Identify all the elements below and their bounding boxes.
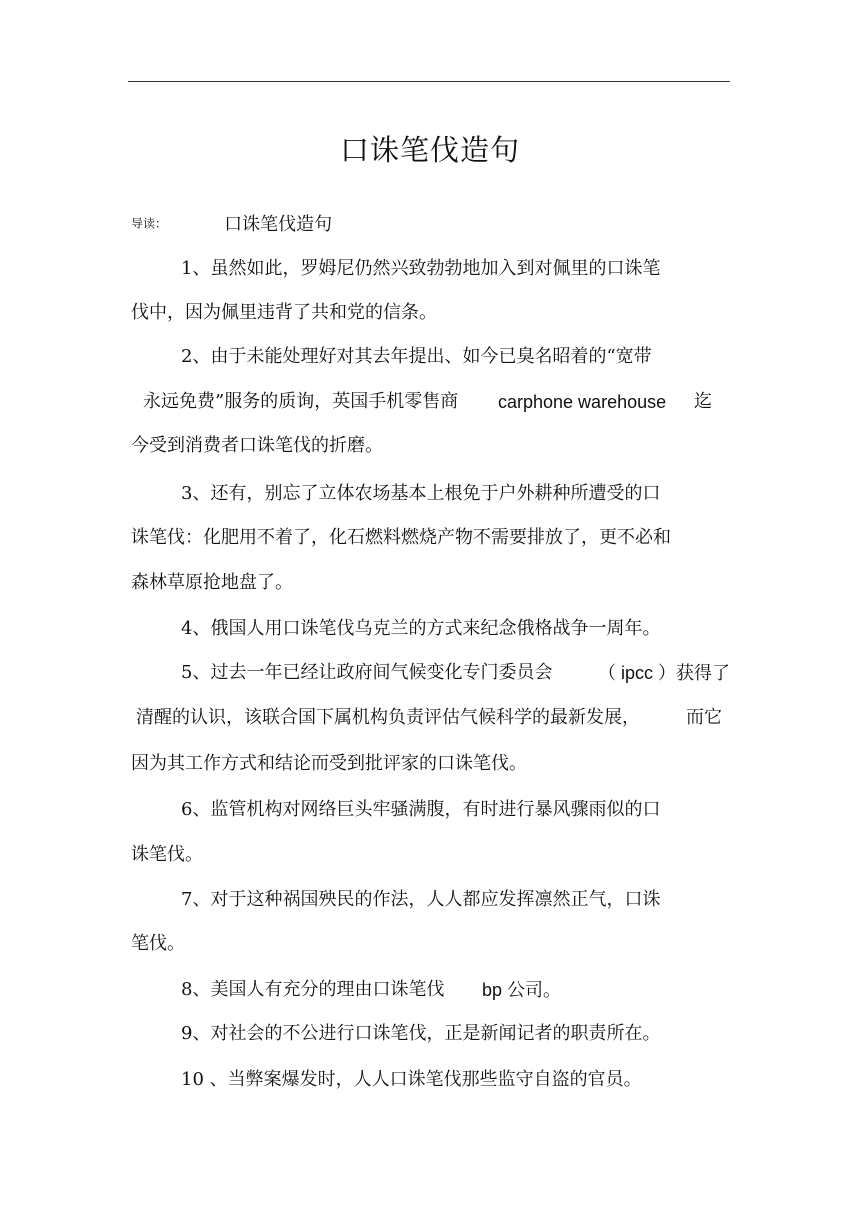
- document-title: 口诛笔伐造句: [339, 133, 520, 167]
- paragraph-line: 永远免费”服务的质询，英国手机零售商: [143, 391, 459, 412]
- lead-label: 导读：: [131, 216, 168, 231]
- paragraph-line: 诛笔伐。: [131, 844, 203, 865]
- english-term: （ ipcc ）获得了: [598, 663, 731, 683]
- paragraph-line: 清醒的认识，该联合国下属机构负责评估气候科学的最新发展，: [136, 707, 640, 728]
- paragraph-line: 笔伐。: [131, 933, 185, 954]
- paragraph-line: 因为其工作方式和结论而受到批评家的口诛笔伐。: [131, 753, 527, 774]
- english-term: carphone warehouse: [498, 392, 667, 412]
- paragraph-line: 森林草原抢地盘了。: [131, 572, 293, 593]
- lead-text: 口诛笔伐造句: [224, 214, 333, 235]
- paragraph-line: 4、俄国人用口诛笔伐乌克兰的方式来纪念俄格战争一周年。: [181, 618, 661, 639]
- paragraph-line: 伐中，因为佩里违背了共和党的信条。: [131, 302, 437, 323]
- paragraph-line: 迄: [694, 391, 712, 412]
- lead-row: [131, 210, 332, 236]
- paragraph-line: 诛笔伐：化肥用不着了，化石燃料燃烧产物不需要排放了，更不必和: [131, 527, 671, 548]
- english-term: bp 公司。: [482, 980, 562, 1000]
- paragraph-line: 1、虽然如此，罗姆尼仍然兴致勃勃地加入到对佩里的口诛笔: [181, 258, 661, 279]
- paragraph-line: 3、还有，别忘了立体农场基本上根免于户外耕种所遭受的口: [181, 483, 661, 504]
- paragraph-line: 9、对社会的不公进行口诛笔伐，正是新闻记者的职责所在。: [181, 1023, 661, 1044]
- paragraph-line: 8、美国人有充分的理由口诛笔伐: [181, 979, 445, 1000]
- paragraph-line: 而它: [686, 707, 722, 728]
- paragraph-line: 今受到消费者口诛笔伐的折磨。: [131, 435, 383, 456]
- paragraph-line: 6、监管机构对网络巨头牢骚满腹，有时进行暴风骤雨似的口: [181, 799, 661, 820]
- paragraph-line: 2、由于未能处理好对其去年提出、如今已臭名昭着的“宽带: [181, 346, 652, 367]
- paragraph-line: 10 、当弊案爆发时，人人口诛笔伐那些监守自盗的官员。: [181, 1069, 642, 1090]
- header-rule: [128, 81, 730, 82]
- paragraph-line: 5、过去一年已经让政府间气候变化专门委员会: [181, 662, 553, 683]
- paragraph-line: 7、对于这种祸国殃民的作法，人人都应发挥凛然正气，口诛: [181, 889, 661, 910]
